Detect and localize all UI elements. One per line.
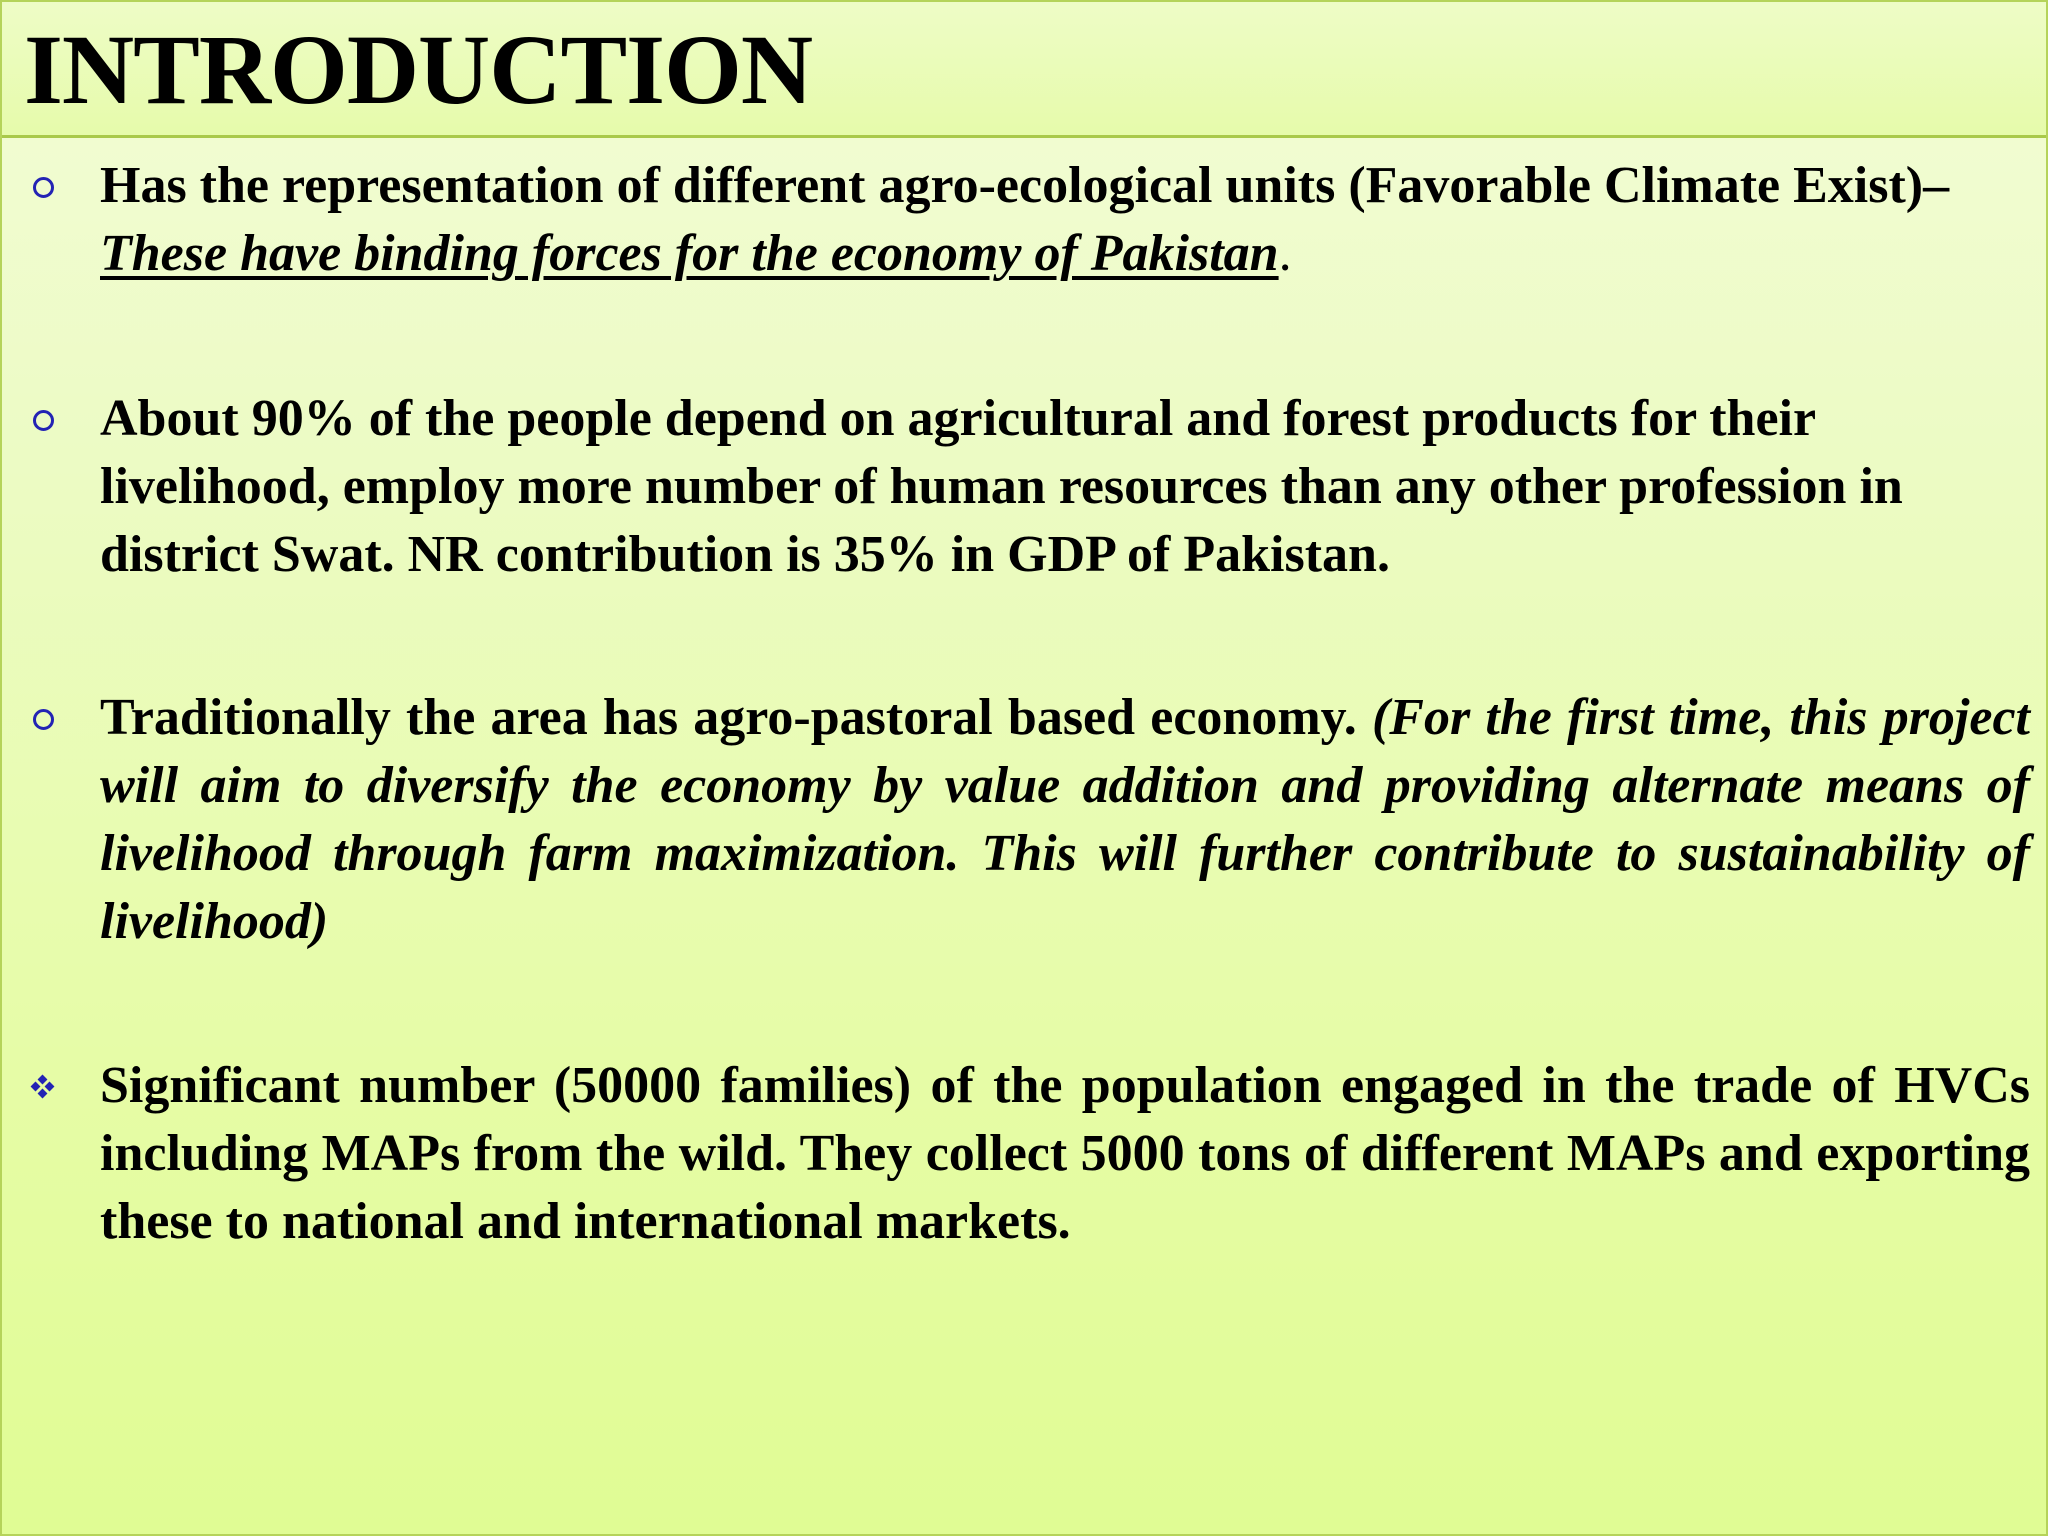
bullet-1-emphasis: These have binding forces for the economy of Pakistan bbox=[100, 225, 1279, 282]
slide-title: INTRODUCTION bbox=[24, 14, 813, 125]
bullet-3-italic: (For the first time, this project will aim to diversify the economy by value addition and providing alternate means of livelihood through farm maximization. This will further contribute to sustainability of livelihood) bbox=[100, 689, 2030, 950]
circle-icon bbox=[26, 702, 60, 736]
bullet-1-text: Has the representation of different agro-ecological units (Favorable Climate Exist)– bbox=[100, 157, 1950, 214]
bullet-1-period: . bbox=[1278, 225, 1292, 282]
diamond-cluster-icon bbox=[26, 1070, 60, 1104]
bullet-3-text: Traditionally the area has agro-pastoral based economy. bbox=[100, 689, 1372, 746]
bullet-1 bbox=[100, 152, 2030, 288]
title-bar bbox=[2, 2, 2046, 138]
circle-icon bbox=[26, 170, 60, 204]
bullet-2: About 90% of the people depend on agricultural and forest products for their livelihood, employ more number of human resources than any other profession in district Swat. NR contribution is 35% in GDP of Pakistan. bbox=[100, 390, 1903, 583]
bullet-4: Significant number (50000 families) of the population engaged in the trade of HVCs including MAPs from the wild. They collect 5000 tons of different MAPs and exporting these to national and international markets. bbox=[100, 1057, 2030, 1250]
circle-icon bbox=[26, 403, 60, 437]
bullet-3 bbox=[100, 684, 2030, 956]
